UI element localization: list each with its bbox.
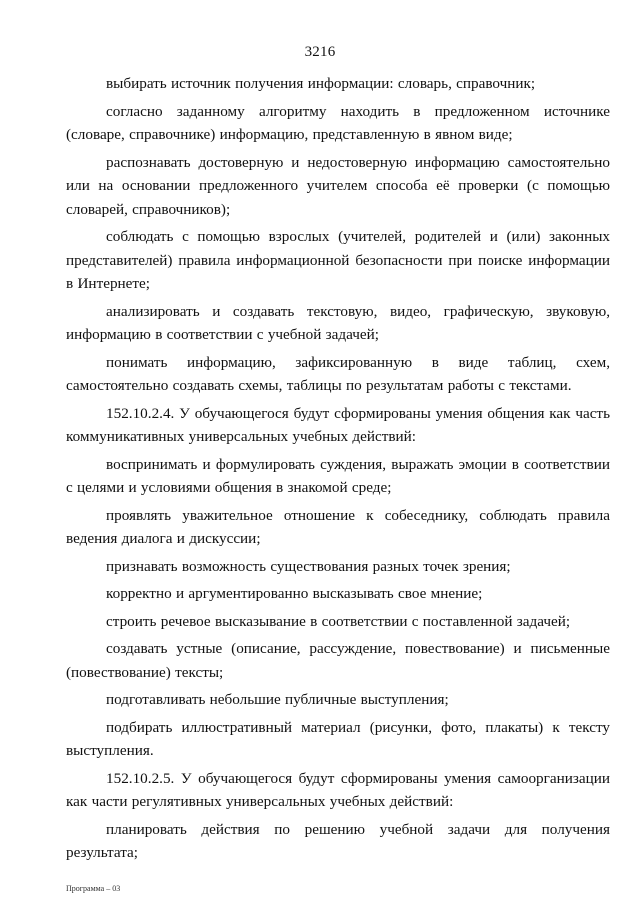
paragraph-12: строить речевое высказывание в соответствии с поставленной задачей; bbox=[106, 612, 571, 630]
paragraph-13: создавать устные (описание, рассуждение, повествование) и письменные (повествование) тексты; bbox=[66, 640, 610, 681]
paragraph-15: подбирать иллюстративный материал (рисунки, фото, плакаты) к тексту выступления. bbox=[66, 718, 610, 759]
section-heading-152-10-2-4: 152.10.2.4. У обучающегося будут сформированы умения общения как часть коммуникативных универсальных учебных действий: bbox=[66, 404, 610, 445]
document-body bbox=[66, 72, 610, 869]
paragraph-10: признавать возможность существования разных точек зрения; bbox=[106, 557, 511, 575]
paragraph-8: воспринимать и формулировать суждения, выражать эмоции в соответствии с целями и условиями общения в знакомой среде; bbox=[66, 455, 610, 496]
footer-program-label: Программа – 03 bbox=[66, 884, 121, 893]
paragraph-9: проявлять уважительное отношение к собеседнику, соблюдать правила ведения диалога и дискуссии; bbox=[66, 506, 610, 547]
page-number: 3216 bbox=[304, 44, 336, 60]
section-heading-152-10-2-5: 152.10.2.5. У обучающегося будут сформированы умения самоорганизации как части регулятивных универсальных учебных действий: bbox=[66, 769, 610, 810]
paragraph-14: подготавливать небольшие публичные выступления; bbox=[106, 691, 449, 708]
paragraph-1: выбирать источник получения информации: словарь, справочник; bbox=[106, 75, 536, 92]
paragraph-11: корректно и аргументированно высказывать свое мнение; bbox=[106, 585, 483, 602]
paragraph-2: согласно заданному алгоритму находить в предложенном источнике (словаре, справочнике) информацию, представленную в явном виде; bbox=[66, 102, 610, 143]
paragraph-3: распознавать достоверную и недостоверную информацию самостоятельно или на основании предложенного учителем способа её проверки (с помощью словарей, справочников); bbox=[66, 153, 610, 218]
paragraph-4: соблюдать с помощью взрослых (учителей, родителей и (или) законных представителей) правила информационной безопасности при поиске информации в Интернете; bbox=[66, 228, 610, 292]
paragraph-5: анализировать и создавать текстовую, видео, графическую, звуковую, информацию в соответствии с учебной задачей; bbox=[66, 302, 610, 343]
paragraph-17: планировать действия по решению учебной задачи для получения результата; bbox=[66, 820, 610, 861]
paragraph-6: понимать информацию, зафиксированную в виде таблиц, схем, самостоятельно создавать схемы, таблицы по результатам работы с текстами. bbox=[66, 353, 610, 394]
